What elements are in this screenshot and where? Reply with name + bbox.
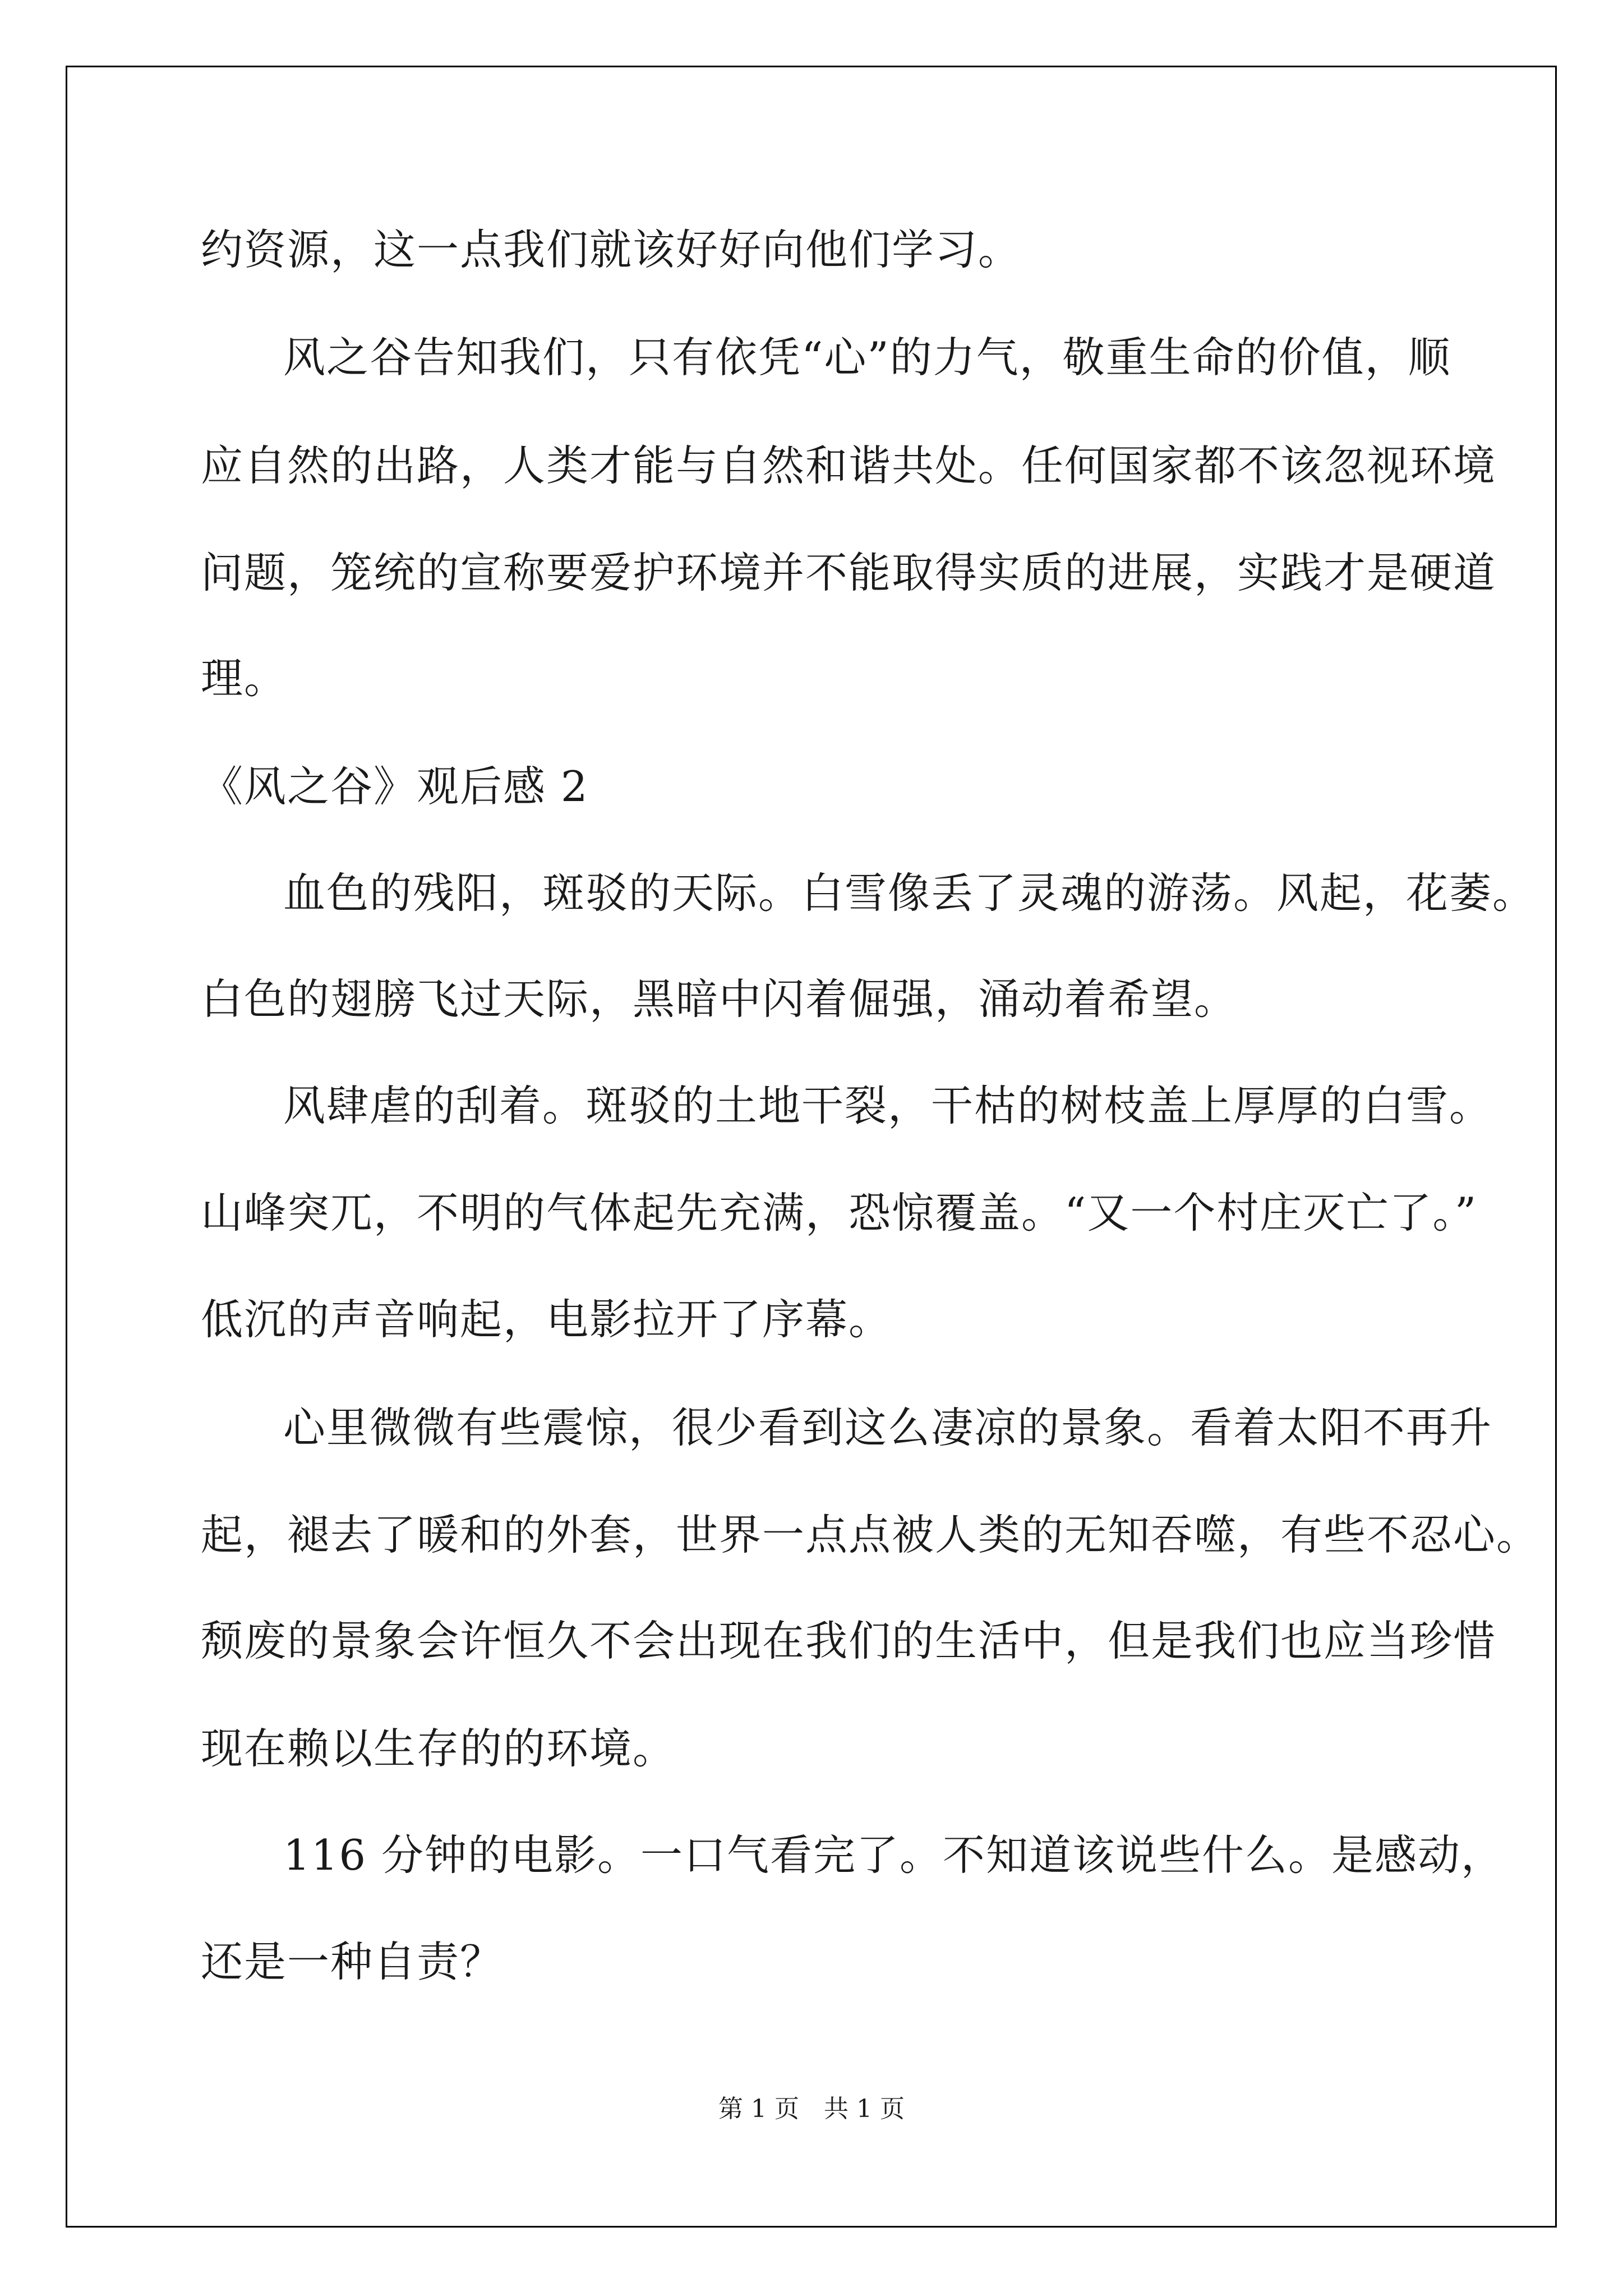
body-line-8: 白色的翅膀飞过天际，黑暗中闪着倔强，涌动着希望。 (201, 974, 1238, 1024)
body-line-14: 颓废的景象会许恒久不会出现在我们的生活中，但是我们也应当珍惜 (201, 1616, 1497, 1665)
body-line-11: 低沉的声音响起，电影拉开了序幕。 (201, 1295, 892, 1344)
body-line-13: 起，褪去了暖和的外套，世界一点点被人类的无知吞噬，有些不忍心。 (201, 1510, 1540, 1559)
body-line-5: 理。 (201, 654, 288, 703)
body-line-9: 风肆虐的刮着。斑驳的土地干裂，干枯的树枝盖上厚厚的白雪。 (283, 1081, 1493, 1130)
body-line-4: 问题，笼统的宣称要爱护环境并不能取得实质的进展，实践才是硬道 (201, 548, 1497, 597)
body-line-16: 116 分钟的电影。一口气看完了。不知道该说些什么。是感动， (283, 1830, 1504, 1880)
body-line-15: 现在赖以生存的的环境。 (201, 1724, 676, 1773)
body-line-3: 应自然的出路，人类才能与自然和谐共处。任何国家都不该忽视环境 (201, 441, 1497, 490)
body-line-17: 还是一种自责？ (201, 1937, 504, 1986)
body-line-10: 山峰突兀，不明的气体起先充满，恐惊覆盖。“又一个村庄灭亡了。” (201, 1188, 1478, 1237)
page-number-footer: 第 1 页 共 1 页 (718, 2095, 905, 2123)
body-line-1: 约资源，这一点我们就该好好向他们学习。 (201, 225, 1022, 274)
body-line-7: 血色的残阳，斑驳的天际。白雪像丢了灵魂的游荡。风起，花萎。 (283, 868, 1536, 918)
section-heading: 《风之谷》观后感 2 (201, 762, 589, 811)
page-border (66, 66, 1557, 2228)
body-line-12: 心里微微有些震惊，很少看到这么凄凉的景象。看着太阳不再升 (283, 1403, 1493, 1452)
body-line-2: 风之谷告知我们，只有依凭“心”的力气，敬重生命的价值，顺 (283, 333, 1451, 382)
